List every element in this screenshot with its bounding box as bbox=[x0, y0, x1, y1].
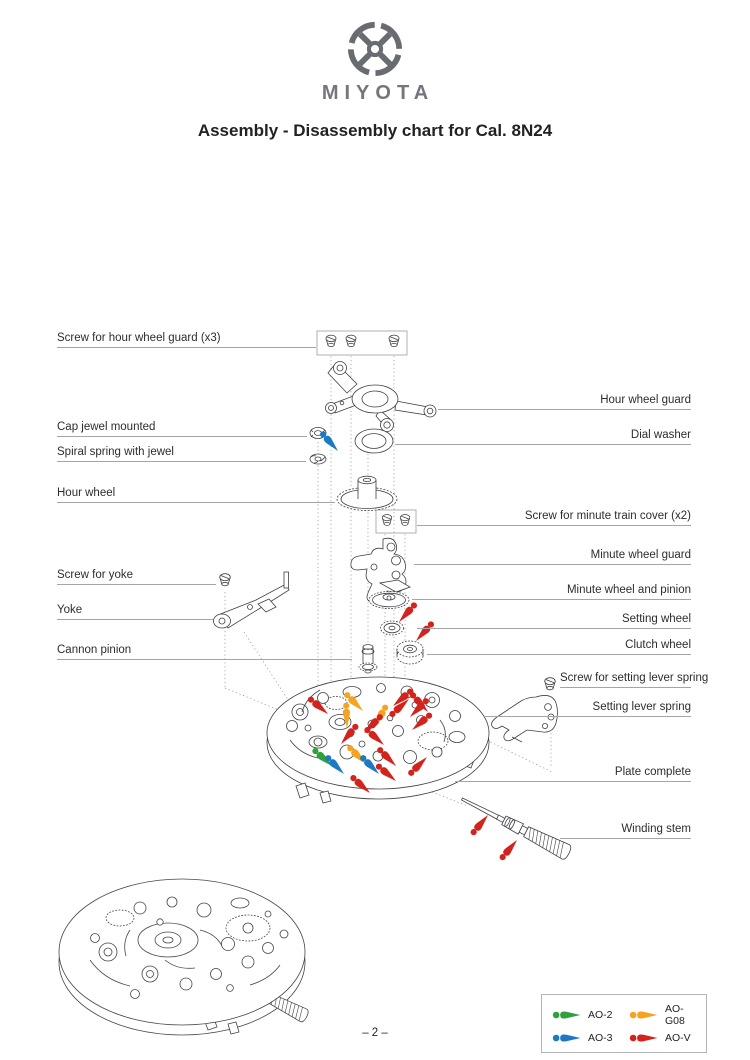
oil-legend bbox=[541, 994, 707, 1053]
part-label-text: Dial washer bbox=[630, 429, 691, 441]
legend-label: AO-V bbox=[665, 1032, 691, 1044]
part-label-setting-lever-spring bbox=[484, 700, 691, 717]
part-label-cap-jewel-mounted bbox=[57, 420, 307, 437]
part-label-text: Minute wheel guard bbox=[590, 549, 691, 561]
part-label-setting-wheel bbox=[417, 612, 691, 629]
screw-yoke bbox=[220, 574, 231, 586]
part-label-winding-stem bbox=[560, 822, 691, 839]
page-number: – 2 – bbox=[362, 1027, 388, 1039]
legend-item-ao2 bbox=[552, 1003, 619, 1027]
part-label-text: Clutch wheel bbox=[625, 639, 691, 651]
oil-arrow-ao-v bbox=[469, 813, 491, 837]
oil-arrow-ao-v bbox=[498, 838, 520, 862]
part-label-text: Screw for hour wheel guard (x3) bbox=[57, 332, 221, 344]
screws-hour-wheel-guard bbox=[326, 335, 399, 347]
part-label-dial-washer bbox=[395, 428, 691, 445]
part-label-text: Plate complete bbox=[614, 766, 691, 778]
part-label-hour-wheel bbox=[57, 486, 335, 503]
hour-wheel-drawing bbox=[337, 476, 397, 510]
brand-name: MIYOTA bbox=[321, 82, 435, 104]
part-label-text: Screw for yoke bbox=[57, 569, 134, 581]
setting-wheel-drawing bbox=[381, 621, 404, 635]
dial-washer-drawing bbox=[355, 429, 393, 453]
part-label-screw-for-hour-wheel-guard-x3 bbox=[57, 331, 316, 348]
part-label-plate-complete bbox=[455, 765, 691, 782]
part-label-text: Winding stem bbox=[621, 823, 691, 835]
legend-label: AO-3 bbox=[588, 1032, 613, 1044]
minute-wheel-pinion-drawing bbox=[369, 592, 409, 609]
part-label-screw-for-setting-lever-spring bbox=[560, 671, 709, 688]
part-label-text: Spiral spring with jewel bbox=[57, 446, 174, 458]
legend-label: AO-G08 bbox=[665, 1003, 685, 1027]
spiral-spring-drawing bbox=[310, 454, 326, 464]
page-title: Assembly - Disassembly chart for Cal. 8N24 bbox=[197, 121, 553, 140]
part-label-hour-wheel-guard bbox=[438, 393, 691, 410]
part-label-clutch-wheel bbox=[427, 638, 691, 655]
part-label-text: Screw for minute train cover (x2) bbox=[524, 510, 691, 522]
hour-wheel-guard-drawing bbox=[326, 362, 437, 432]
oil-arrow-ao-3 bbox=[318, 430, 340, 454]
part-label-text: Setting lever spring bbox=[592, 701, 691, 713]
legend-item-aog08 bbox=[629, 1003, 696, 1027]
part-label-yoke bbox=[57, 603, 213, 620]
part-label-text: Cannon pinion bbox=[57, 644, 132, 656]
part-label-text: Cap jewel mounted bbox=[57, 421, 156, 433]
part-label-screw-for-yoke bbox=[57, 568, 216, 585]
part-label-text: Screw for setting lever spring bbox=[560, 672, 709, 684]
oil-arrow-icon bbox=[629, 1009, 659, 1021]
assembled-movement-drawing bbox=[59, 879, 310, 1035]
part-label-minute-wheel-and-pinion bbox=[412, 583, 691, 600]
clutch-wheel-drawing bbox=[397, 641, 423, 664]
cannon-pinion-drawing bbox=[359, 645, 377, 673]
screws-minute-train-cover bbox=[382, 514, 410, 525]
part-label-cannon-pinion bbox=[57, 643, 352, 660]
oil-arrow-icon bbox=[552, 1009, 582, 1021]
part-label-text: Setting wheel bbox=[621, 613, 691, 625]
legend-label: AO-2 bbox=[588, 1009, 613, 1021]
part-label-minute-wheel-guard bbox=[414, 548, 691, 565]
screw-setting-lever-spring bbox=[545, 678, 556, 690]
part-label-spiral-spring-with-jewel bbox=[57, 445, 306, 462]
part-label-text: Yoke bbox=[57, 604, 83, 616]
part-label-text: Hour wheel bbox=[57, 487, 116, 499]
part-label-screw-for-minute-train-cover-x2 bbox=[417, 509, 691, 526]
part-label-text: Minute wheel and pinion bbox=[566, 584, 691, 596]
part-label-text: Hour wheel guard bbox=[600, 394, 691, 406]
